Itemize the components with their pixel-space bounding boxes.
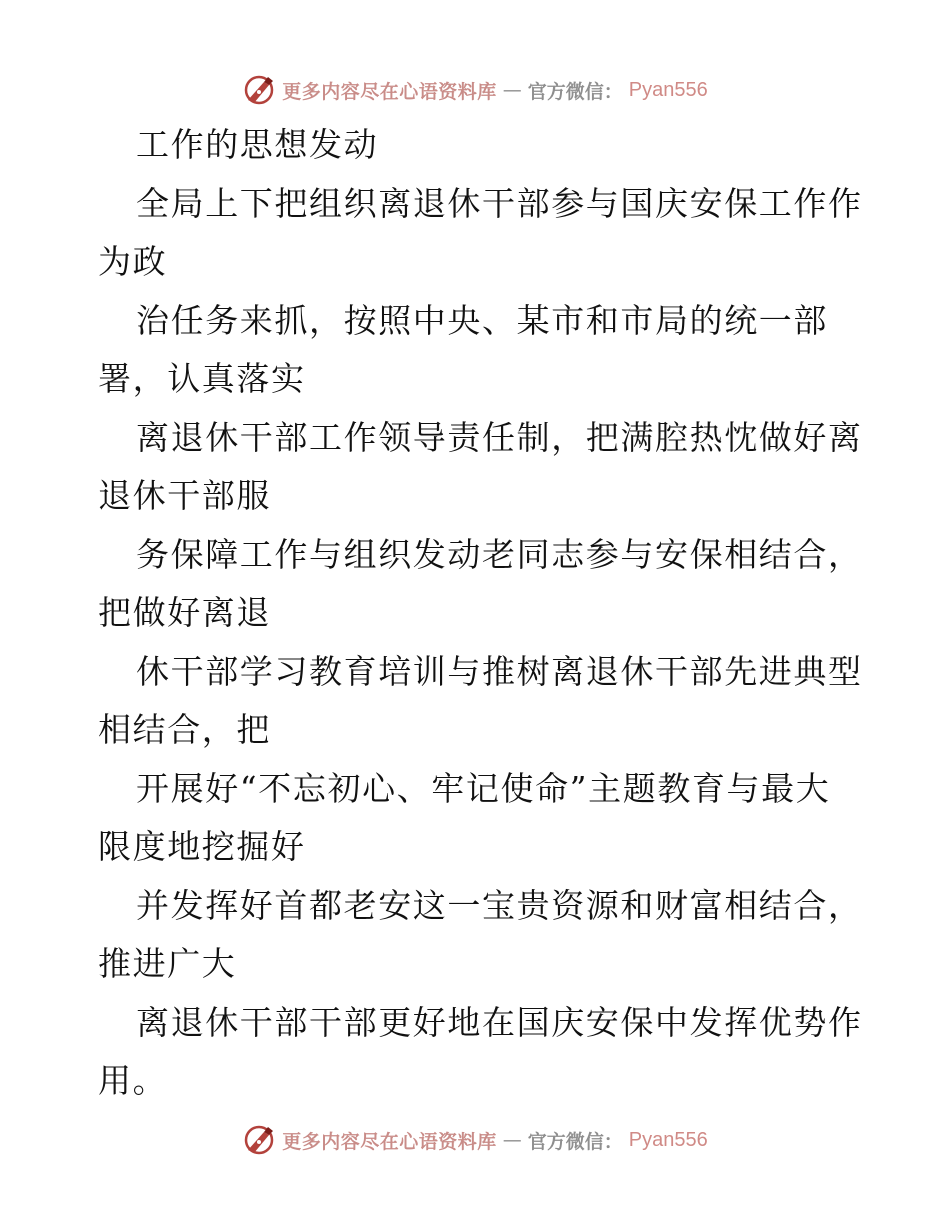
text-line: 并发挥好首都老安这一宝贵资源和财富相结合， [136,885,863,925]
text-line: 全局上下把组织离退休干部参与国庆安保工作作 [136,183,863,223]
text-line: 限度地挖掘好 [98,827,306,866]
text-line: 工作的思想发动 [136,125,379,164]
banner-dash: — [502,1129,522,1151]
footer-watermark-banner [0,1120,950,1160]
text-line: 相结合，把 [98,710,271,749]
banner-main-text: 更多内容尽在心语资料库 [282,80,497,103]
text-line: 务保障工作与组织发动老同志参与安保相结合， [136,534,863,574]
header-watermark-banner [0,70,950,110]
text-line: 退休干部服 [98,476,271,515]
text-line: 离退休干部干部更好地在国庆安保中发挥优势作 [136,1002,863,1042]
document-body [98,116,863,1111]
banner-wechat-id: Pyan556 [628,78,708,101]
banner-wechat-id: Pyan556 [628,1128,708,1151]
pen-nib-logo-icon [242,73,276,107]
banner-wechat-label: 官方微信： [527,1130,623,1153]
text-line: 推进广大 [98,944,237,983]
pen-nib-logo-icon [242,1123,276,1157]
text-line: 治任务来抓，按照中央、某市和市局的统一部 [136,300,828,340]
text-line: 为政 [98,242,168,281]
text-line: 休干部学习教育培训与推树离退休干部先进典型 [136,651,863,691]
text-line: 离退休干部工作领导责任制，把满腔热忱做好离 [136,417,863,457]
text-line: 署，认真落实 [98,359,306,398]
text-line: 开展好“不忘初心、牢记使命”主题教育与最大 [136,768,831,808]
banner-main-text: 更多内容尽在心语资料库 [282,1130,497,1153]
banner-wechat-label: 官方微信： [527,80,623,103]
banner-dash: — [502,79,522,101]
text-line: 用。 [98,1061,168,1100]
text-line: 把做好离退 [98,593,271,632]
